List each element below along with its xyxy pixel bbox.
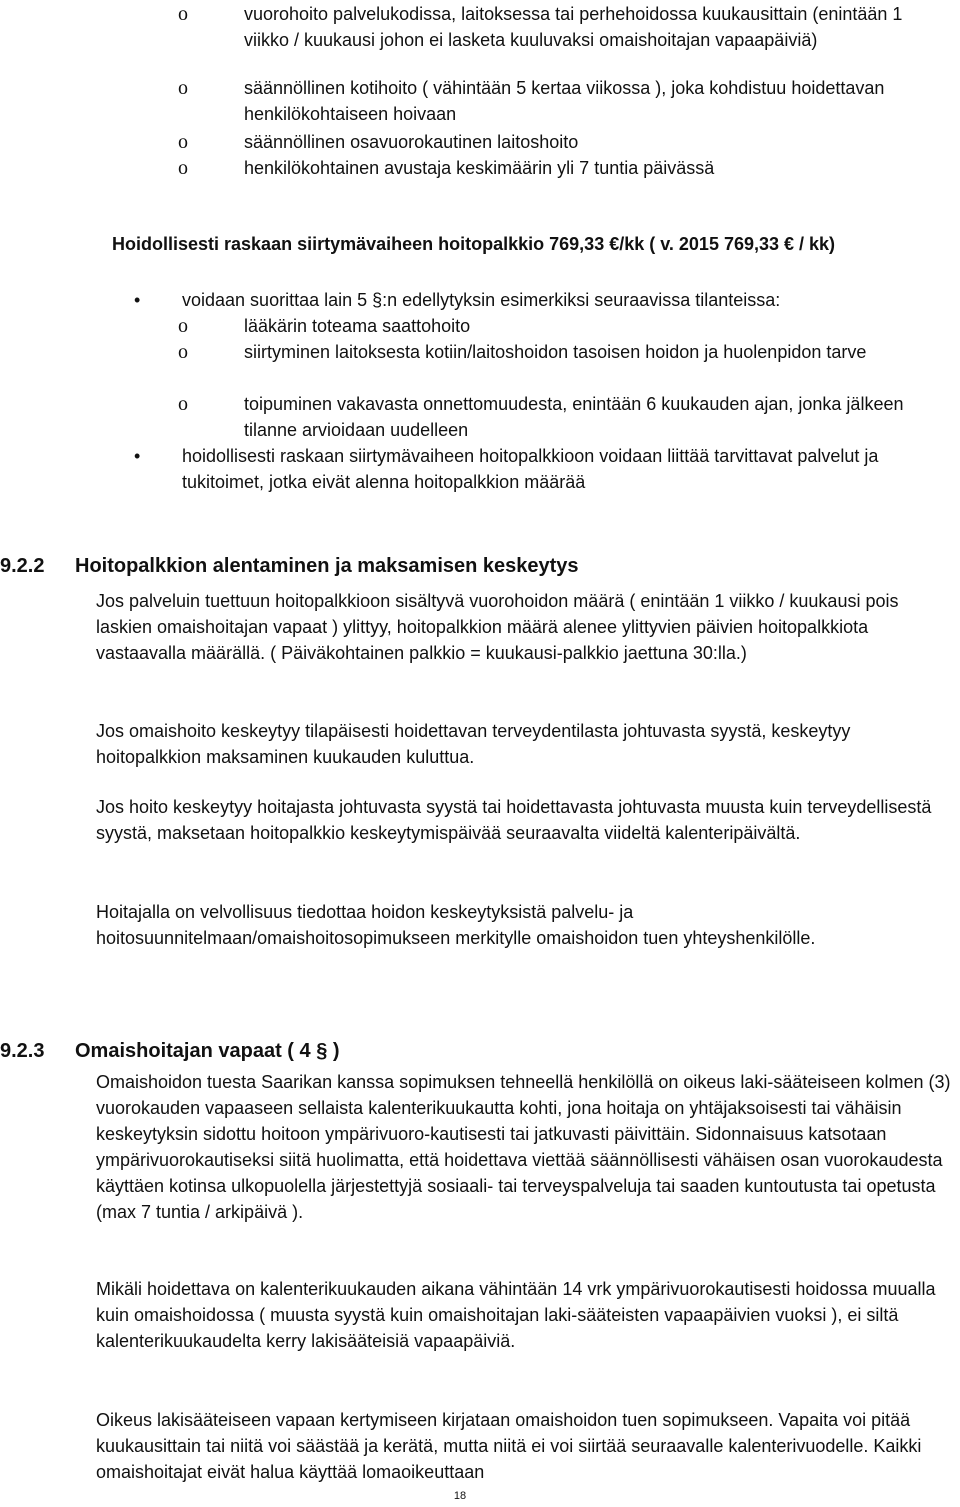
bullet-item [134, 443, 954, 495]
circle-bullet-icon: o [178, 341, 188, 363]
bullet-icon: • [134, 290, 141, 310]
paragraph: Hoitajalla on velvollisuus tiedottaa hoidon keskeytyksistä palvelu- ja hoitosuunnitelmaan/omaishoitosopimukseen merkitylle omaishoidon tuen yhteyshenkilölle. [96, 902, 816, 948]
paragraph: Jos hoito keskeytyy hoitajasta johtuvasta syystä tai hoidettavasta johtuvasta muusta kuin terveydellisestä syystä, maksetaan hoitopalkkio keskeytymispäivää seuraavalta viideltä kalenteripäivältä. [96, 797, 932, 843]
list-item [178, 75, 948, 127]
list-item [178, 339, 948, 365]
circle-bullet-icon: o [178, 77, 188, 99]
bullet-text: voidaan suorittaa lain 5 §:n edellytyksin esimerkiksi seuraavissa tilanteissa: [182, 290, 781, 310]
section-heading: Hoidollisesti raskaan siirtymävaiheen hoitopalkkio 769,33 €/kk ( v. 2015 769,33 € / kk) [112, 234, 836, 254]
list-item [178, 391, 948, 443]
list-item-text: henkilökohtainen avustaja keskimäärin yli 7 tuntia päivässä [244, 158, 715, 178]
section-number: 9.2.3 [0, 1040, 45, 1062]
circle-bullet-icon: o [178, 3, 188, 25]
paragraph: Jos omaishoito keskeytyy tilapäisesti hoidettavan terveydentilasta johtuvasta syystä, keskeytyy hoitopalkkion maksaminen kuukauden kuluttua. [96, 721, 851, 767]
list-item [178, 1, 948, 53]
paragraph: Mikäli hoidettava on kalenterikuukauden aikana vähintään 14 vrk ympärivuorokautisesti hoidossa muualla kuin omaishoidossa ( muusta syystä kuin omaishoitajan laki-sääteisten vapaapäivien vuoksi ), ei siltä kalenterikuukaudelta kerry lakisääteisiä vapaapäiviä. [96, 1279, 936, 1351]
section-title: Omaishoitajan vapaat ( 4 § ) [75, 1040, 340, 1062]
list-item-text: säännöllinen osavuorokautinen laitoshoito [244, 132, 579, 152]
paragraph: Omaishoidon tuesta Saarikan kanssa sopimuksen tehneellä henkilöllä on oikeus laki-sääteiseen kolmen (3) vuorokauden vapaaseen sellaista kalenterikuukautta kohti, jona hoitaja on yhtäjaksoisesti tai vähäisin keskeytyksin sidottu hoitoon ympärivuoro-kautisesti tai jatkuvasti päivittäin. Sidonnaisuus katsotaan ympärivuorokautiseksi siitä huolimatta, että hoidettava viettää säännöllisesti vähäisen osan vuorokaudesta käyttäen kotinsa ulkopuolella järjestettyjä sosiaali- tai terveyspalveluja tai saaden kuntoutusta tai opetusta (max 7 tuntia / arkipäivä ). [96, 1072, 951, 1222]
paragraph: Oikeus lakisääteiseen vapaan kertymiseen kirjataan omaishoidon tuen sopimukseen. Vapaita voi pitää kuukausittain tai niitä voi säästää ja kerätä, mutta niitä ei voi siirtää seuraavalle kalenterivuodelle. Kaikki omaishoitajat eivät halua käyttää lomaoikeuttaan [96, 1410, 922, 1482]
list-item [178, 313, 948, 339]
list-item-text: siirtyminen laitoksesta kotiin/laitoshoidon tasoisen hoidon ja huolenpidon tarve [244, 342, 867, 362]
bullet-text: hoidollisesti raskaan siirtymävaiheen hoitopalkkioon voidaan liittää tarvittavat palvelut ja tukitoimet, jotka eivät alenna hoitopalkkion määrää [182, 446, 879, 492]
circle-bullet-icon: o [178, 315, 188, 337]
section-number: 9.2.2 [0, 555, 45, 577]
circle-bullet-icon: o [178, 131, 188, 153]
list-item-text: toipuminen vakavasta onnettomuudesta, enintään 6 kuukauden ajan, jonka jälkeen tilanne arvioidaan uudelleen [244, 394, 904, 440]
circle-bullet-icon: o [178, 393, 188, 415]
list-item [178, 155, 948, 181]
list-item-text: lääkärin toteama saattohoito [244, 316, 471, 336]
bullet-icon: • [134, 446, 141, 466]
list-item-text: vuorohoito palvelukodissa, laitoksessa tai perhehoidossa kuukausittain (enintään 1 viikko / kuukausi johon ei lasketa kuuluvaksi omaishoitajan vapaapäiviä) [244, 4, 903, 50]
circle-bullet-icon: o [178, 157, 188, 179]
page-number: 18 [453, 1490, 467, 1502]
bullet-item [134, 287, 954, 313]
list-item-text: säännöllinen kotihoito ( vähintään 5 kertaa viikossa ), joka kohdistuu hoidettavan henkilökohtaiseen hoivaan [244, 78, 885, 124]
section-title: Hoitopalkkion alentaminen ja maksamisen keskeytys [75, 555, 579, 577]
paragraph: Jos palveluin tuettuun hoitopalkkioon sisältyvä vuorohoidon määrä ( enintään 1 viikko / kuukausi pois laskien omaishoitajan vapaat ) ylittyy, hoitopalkkion määrä alenee ylittyvien päivien hoitopalkkiota vastaavalla määrällä. ( Päiväkohtainen palkkio = kuukausi-palkkio jaettuna 30:lla.) [96, 591, 899, 663]
list-item [178, 129, 948, 155]
